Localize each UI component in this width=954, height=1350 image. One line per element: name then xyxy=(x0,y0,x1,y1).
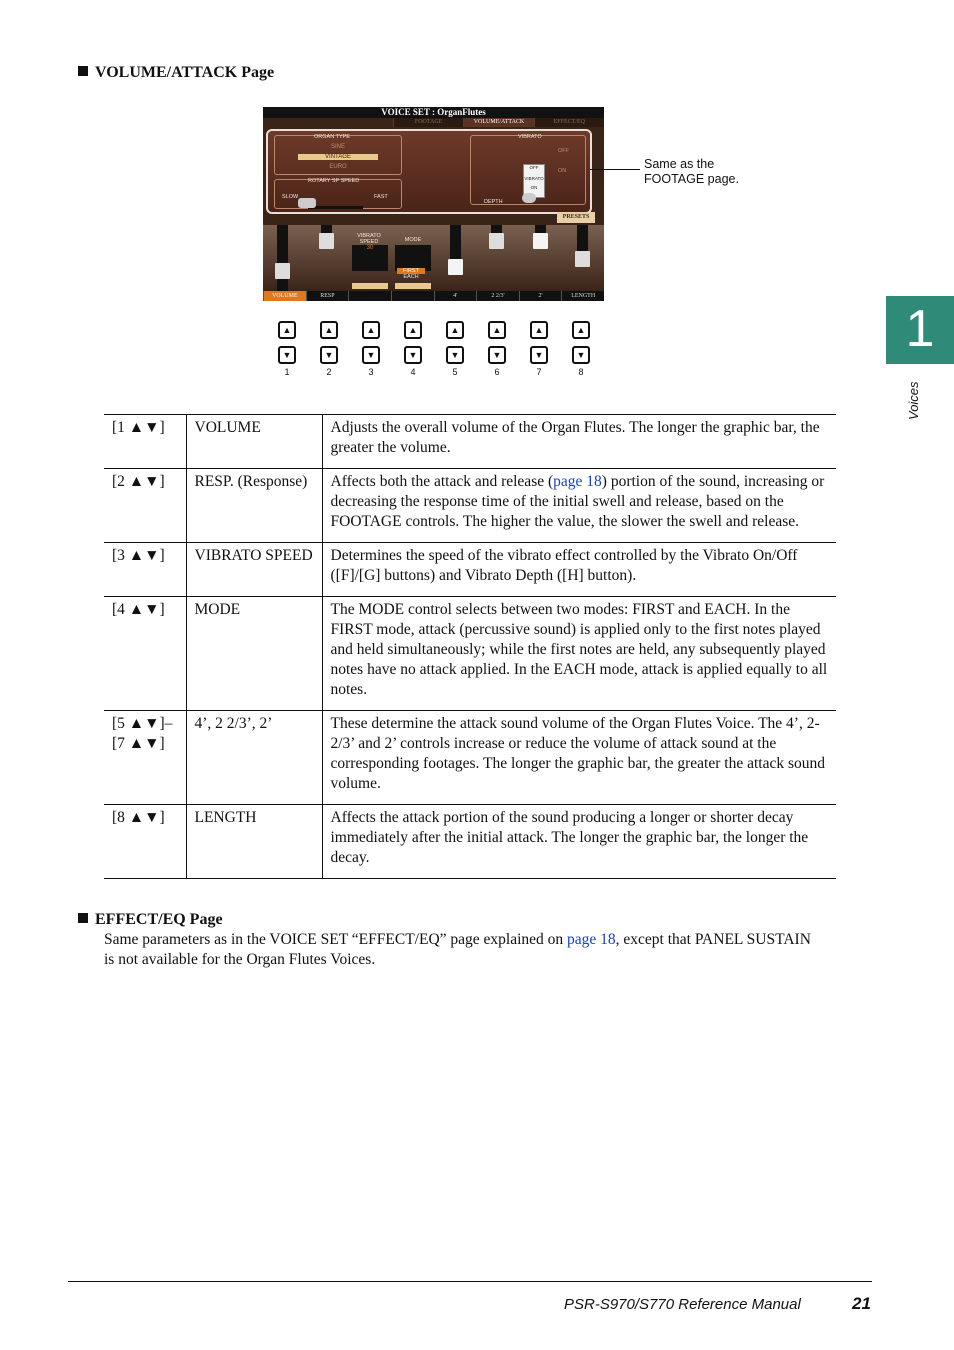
page-link[interactable]: page 18 xyxy=(553,473,602,490)
table-row xyxy=(104,415,836,469)
organ-type-euro[interactable]: EURO xyxy=(329,164,347,170)
row-description: Determines the speed of the vibrato effect controlled by the Vibrato On/Off ([F]/[G] buttons) and Vibrato Depth ([H] button). xyxy=(322,543,836,597)
footer-volume[interactable]: VOLUME xyxy=(263,291,306,301)
mode-label: MODE xyxy=(404,237,422,243)
footer-manual-title: PSR-S970/S770 Reference Manual xyxy=(564,1296,801,1313)
drawbar-4ft[interactable] xyxy=(450,225,461,265)
up-button-6[interactable]: ▲ xyxy=(488,321,506,339)
row-buttons: [4 ▲▼] xyxy=(104,597,186,711)
organ-type-label: ORGAN TYPE xyxy=(314,134,350,140)
table-row xyxy=(104,469,836,543)
table-row xyxy=(104,805,836,879)
depth-label: DEPTH xyxy=(484,199,503,205)
up-button-8[interactable]: ▲ xyxy=(572,321,590,339)
chapter-tab: 1 xyxy=(886,296,954,364)
row-description: These determine the attack sound volume of the Organ Flutes Voice. The 4’, 2-2/3’ and 2’ controls increase or reduce the volume of attack sound at the corresponding footages. The longer the graphic bar, the greater the attack sound volume. xyxy=(322,711,836,805)
rotary-slow-label: SLOW xyxy=(282,194,299,200)
callout-line xyxy=(590,169,640,170)
tab-volume-attack[interactable]: VOLUME/ATTACK xyxy=(463,118,533,127)
volume-drawbar[interactable] xyxy=(277,225,288,291)
row-description: The MODE control selects between two modes: FIRST and EACH. In the FIRST mode, attack (percussive sound) is applied only to the first notes played and held simultaneously; while the first notes are held, any subsequently played notes have no attack applied. In the EACH mode, attack is applied equally to all notes. xyxy=(322,597,836,711)
button-number-1: 1 xyxy=(284,367,290,377)
up-button-1[interactable]: ▲ xyxy=(278,321,296,339)
drawbar-cap xyxy=(575,251,590,267)
vibrato-speed-value: 30 xyxy=(366,245,374,251)
callout-line-2: FOOTAGE page. xyxy=(644,172,739,186)
footer-4ft[interactable]: 4' xyxy=(434,291,477,301)
table-row xyxy=(104,711,836,805)
down-button-1[interactable]: ▼ xyxy=(278,346,296,364)
button-column-1 xyxy=(278,321,296,377)
row-buttons: [5 ▲▼]– [7 ▲▼] xyxy=(104,711,186,805)
drawbar-cap xyxy=(448,259,463,275)
resp-drawbar[interactable] xyxy=(321,225,332,235)
effect-eq-heading: EFFECT/EQ Page xyxy=(78,911,223,929)
page-link[interactable]: page 18 xyxy=(567,931,616,948)
row-description: Affects both the attack and release (page 18) portion of the sound, increasing or decreasing the response time of the initial swell and release, based on the FOOTAGE controls. The higher the value, the slower the swell and release. xyxy=(322,469,836,543)
button-number-6: 6 xyxy=(494,367,500,377)
button-number-7: 7 xyxy=(536,367,542,377)
drawbar-cap xyxy=(275,263,290,279)
button-number-4: 4 xyxy=(410,367,416,377)
depth-knob-icon[interactable] xyxy=(522,193,536,203)
button-column-8 xyxy=(572,321,590,377)
drawbar-cap xyxy=(319,233,334,249)
footer-blank-4 xyxy=(391,291,434,301)
down-button-3[interactable]: ▼ xyxy=(362,346,380,364)
row-param: VIBRATO SPEED xyxy=(186,543,322,597)
vibrato-label: VIBRATO xyxy=(518,134,542,140)
footer-rule xyxy=(68,1281,872,1282)
down-button-4[interactable]: ▼ xyxy=(404,346,422,364)
rotary-slider-knob[interactable] xyxy=(298,198,316,208)
drawbar-2-2-3ft[interactable] xyxy=(491,225,502,235)
vibrato-on-label: ON xyxy=(558,168,567,174)
up-button-7[interactable]: ▲ xyxy=(530,321,548,339)
down-button-5[interactable]: ▼ xyxy=(446,346,464,364)
row-param: 4’, 2 2/3’, 2’ xyxy=(186,711,322,805)
lcd-footer xyxy=(263,291,604,301)
button-column-5 xyxy=(446,321,464,377)
button-number-5: 5 xyxy=(452,367,458,377)
parameter-table xyxy=(104,414,836,879)
down-button-8[interactable]: ▼ xyxy=(572,346,590,364)
lcd-screen xyxy=(263,107,604,301)
tab-effect-eq[interactable]: EFFECT/EQ xyxy=(534,118,604,127)
drawbar-cap xyxy=(489,233,504,249)
mode-options xyxy=(397,268,425,281)
footer-2ft[interactable]: 2' xyxy=(519,291,562,301)
lcd-tabs xyxy=(393,118,604,127)
organ-type-vintage[interactable]: VINTAGE xyxy=(298,154,378,160)
button-column-6 xyxy=(488,321,506,377)
effect-eq-text: Same parameters as in the VOICE SET “EFFECT/EQ” page explained on page 18, except that PANEL SUSTAIN is not available for the Organ Flutes Voices. xyxy=(104,931,811,968)
vibrato-switch-off: OFF xyxy=(529,165,539,170)
table-row xyxy=(104,543,836,597)
footer-2-2-3ft[interactable]: 2 2/3' xyxy=(476,291,519,301)
footer-resp[interactable]: RESP xyxy=(306,291,349,301)
vibrato-switch-on: ON xyxy=(530,185,538,190)
button-column-3 xyxy=(362,321,380,377)
organ-type-sine[interactable]: SINE xyxy=(330,144,345,150)
square-bullet-icon xyxy=(78,913,88,923)
table-row xyxy=(104,597,836,711)
button-column-7 xyxy=(530,321,548,377)
button-number-2: 2 xyxy=(326,367,332,377)
lcd-title: VOICE SET : OrganFlutes xyxy=(263,107,604,118)
callout-line-1: Same as the xyxy=(644,157,715,171)
volume-attack-heading: VOLUME/ATTACK Page xyxy=(78,64,274,82)
button-column-2 xyxy=(320,321,338,377)
button-number-3: 3 xyxy=(368,367,374,377)
button-column-4 xyxy=(404,321,422,377)
row-buttons: [1 ▲▼] xyxy=(104,415,186,469)
square-bullet-icon xyxy=(78,66,88,76)
footer-blank-3 xyxy=(348,291,391,301)
lcd-upper-panel xyxy=(266,129,592,214)
row-param: MODE xyxy=(186,597,322,711)
down-button-7[interactable]: ▼ xyxy=(530,346,548,364)
mode-each[interactable]: EACH xyxy=(403,274,419,280)
down-button-6[interactable]: ▼ xyxy=(488,346,506,364)
up-button-4[interactable]: ▲ xyxy=(404,321,422,339)
up-button-2[interactable]: ▲ xyxy=(320,321,338,339)
rotary-label: ROTARY SP SPEED xyxy=(308,178,360,184)
presets-button[interactable]: PRESETS xyxy=(557,212,595,223)
down-button-2[interactable]: ▼ xyxy=(320,346,338,364)
up-button-3[interactable]: ▲ xyxy=(362,321,380,339)
length-drawbar[interactable] xyxy=(577,225,588,255)
rotary-slider[interactable] xyxy=(308,206,363,209)
row-description: Affects the attack portion of the sound producing a longer or shorter decay immediately after the initial attack. The longer the graphic bar, the longer the decay. xyxy=(322,805,836,879)
row-buttons: [2 ▲▼] xyxy=(104,469,186,543)
up-button-5[interactable]: ▲ xyxy=(446,321,464,339)
row-param: VOLUME xyxy=(186,415,322,469)
mode-first[interactable]: FIRST xyxy=(397,268,425,274)
row-param: RESP. (Response) xyxy=(186,469,322,543)
tab-footage[interactable]: FOOTAGE xyxy=(393,118,463,127)
button-number-8: 8 xyxy=(578,367,584,377)
row-buttons: [3 ▲▼] xyxy=(104,543,186,597)
rotary-fast-label: FAST xyxy=(374,194,388,200)
vibrato-off-label: OFF xyxy=(558,148,569,154)
chapter-label: Voices xyxy=(906,381,921,420)
row-buttons: [8 ▲▼] xyxy=(104,805,186,879)
lcd-lower-panel xyxy=(263,225,604,291)
row-param: LENGTH xyxy=(186,805,322,879)
drawbar-cap xyxy=(533,233,548,249)
row-description: Adjusts the overall volume of the Organ Flutes. The longer the graphic bar, the greater the volume. xyxy=(322,415,836,469)
drawbar-2ft[interactable] xyxy=(535,225,546,235)
footer-length[interactable]: LENGTH xyxy=(561,291,604,301)
vibrato-speed-label: VIBRATO SPEED xyxy=(357,233,381,245)
vibrato-switch-label: VIBRATO xyxy=(524,176,544,181)
callout-text xyxy=(644,157,739,187)
footer-page-number: 21 xyxy=(852,1294,871,1313)
vibrato-speed-display xyxy=(352,245,388,271)
